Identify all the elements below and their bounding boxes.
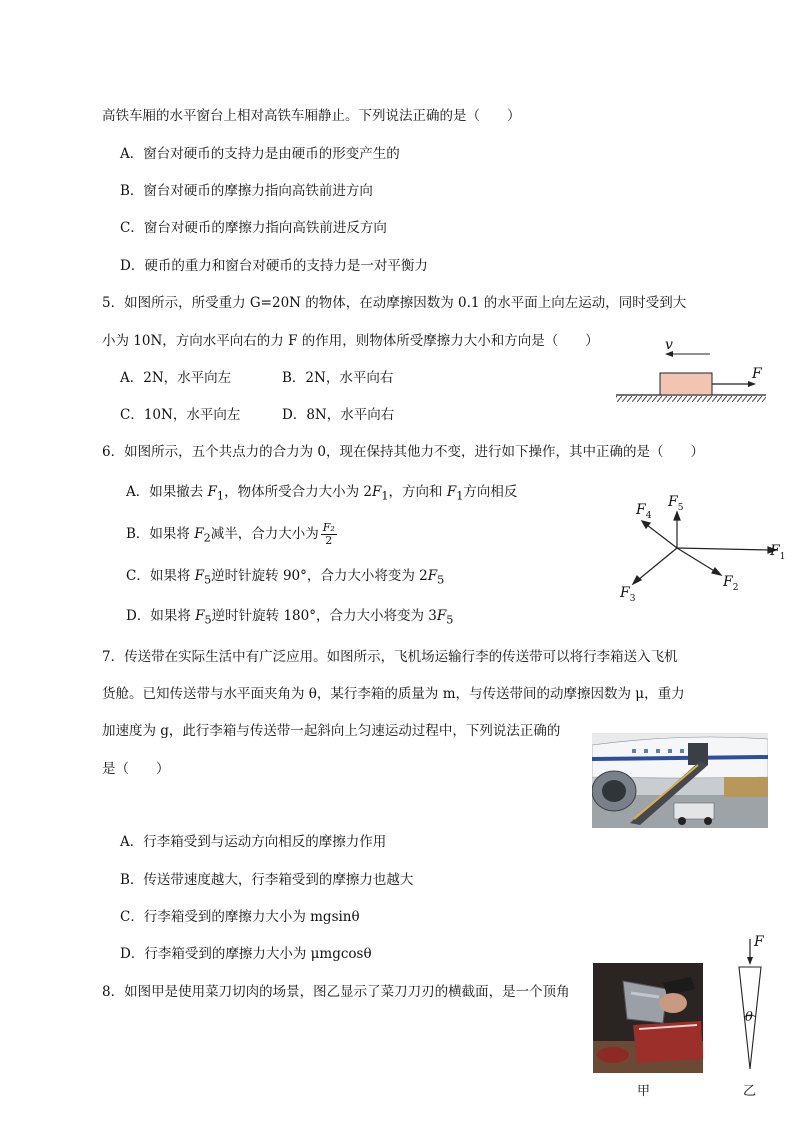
q8-stem-line1: 8．如图甲是使用菜刀切肉的场景，图乙显示了菜刀刀刃的横截面，是一个顶角: [102, 984, 570, 1000]
q8-angle-label: θ: [745, 1010, 753, 1025]
q6-label-f5: $F_5$: [668, 494, 684, 513]
q8-caption-jia: 甲: [637, 1084, 651, 1099]
q4-option-b: B．窗台对硬币的摩擦力指向高铁前进方向: [120, 183, 373, 199]
q8-caption-yi: 乙: [743, 1084, 757, 1099]
q7-option-b: B．传送带速度越大，行李箱受到的摩擦力也越大: [120, 872, 414, 888]
q6-label-f2: $F_2$: [723, 574, 739, 593]
q6-label-f3: $F_3$: [620, 585, 636, 604]
q5-option-b: B．2N，水平向右: [282, 370, 394, 386]
q4-option-c: C．窗台对硬币的摩擦力指向高铁前进反方向: [120, 220, 387, 236]
q5-velocity-label: v: [665, 337, 673, 353]
fraction: $\frac{\text{F₂}}{2}$: [322, 521, 335, 547]
q5-stem-line2: 小为 10N，方向水平向右的力 F 的作用，则物体所受摩擦力大小和方向是（ ）: [102, 333, 599, 349]
q5-block-figure: [612, 336, 774, 408]
q7-stem-line4: 是（ ）: [102, 761, 170, 777]
q5-option-d: D．8N，水平向右: [282, 407, 395, 423]
q6-label-f1: $F_1$: [770, 543, 786, 562]
q6-option-c: C．如果将 $F_5$逆时针旋转 90°，合力大小将变为 $2F_5$: [126, 568, 445, 587]
q7-option-a: A．行李箱受到与运动方向相反的摩擦力作用: [120, 834, 387, 850]
q6-option-b: B．如果将 $F_2$减半，合力大小为 $\frac{\text{F₂}}{2}$: [126, 521, 335, 547]
q5-option-a: A．2N，水平向左: [120, 370, 232, 386]
q7-airport-conveyor-photo: [592, 733, 768, 828]
q7-stem-line3: 加速度为 g，此行李箱与传送带一起斜向上匀速运动过程中，下列说法正确的: [102, 723, 561, 739]
q8-blade-cross-section: [730, 935, 770, 1075]
q8-knife-cutting-photo: [593, 963, 703, 1073]
q7-stem-line2: 货舱。已知传送带与水平面夹角为 θ，某行李箱的质量为 m，与传送带间的动摩擦因数为 μ，重力: [102, 686, 685, 702]
q5-force-label: F: [752, 366, 762, 382]
q4-option-a: A．窗台对硬币的支持力是由硬币的形变产生的: [120, 146, 400, 162]
q7-stem-line1: 7．传送带在实际生活中有广泛应用。如图所示，飞机场运输行李的传送带可以将行李箱送入飞机: [102, 649, 678, 665]
q4-option-d: D．硬币的重力和窗台对硬币的支持力是一对平衡力: [120, 258, 428, 274]
q7-option-d: D．行李箱受到的摩擦力大小为 μmgcosθ: [120, 946, 372, 962]
q5-option-c: C．10N，水平向左: [120, 407, 241, 423]
q6-option-d: D．如果将 $F_5$逆时针旋转 180°，合力大小将变为 $3F_5$: [126, 608, 454, 627]
q7-option-c: C．行李箱受到的摩擦力大小为 mgsinθ: [120, 909, 360, 925]
q8-force-label: F: [754, 934, 764, 950]
q6-stem: 6．如图所示，五个共点力的合力为 0，现在保持其他力不变，进行如下操作，其中正确的是（ ）: [102, 444, 704, 460]
q5-stem-line1: 5．如图所示，所受重力 G=20N 的物体，在动摩擦因数为 0.1 的水平面上向左运动，同时受到大: [102, 295, 687, 311]
q6-label-f4: $F_4$: [636, 502, 652, 521]
q6-option-a: A．如果撤去 $F_1$，物体所受合力大小为 $2F_1$，方向和 $F_1$方向相反: [126, 484, 518, 503]
q4-stem-tail: 高铁车厢的水平窗台上相对高铁车厢静止。下列说法正确的是（ ）: [102, 108, 521, 124]
